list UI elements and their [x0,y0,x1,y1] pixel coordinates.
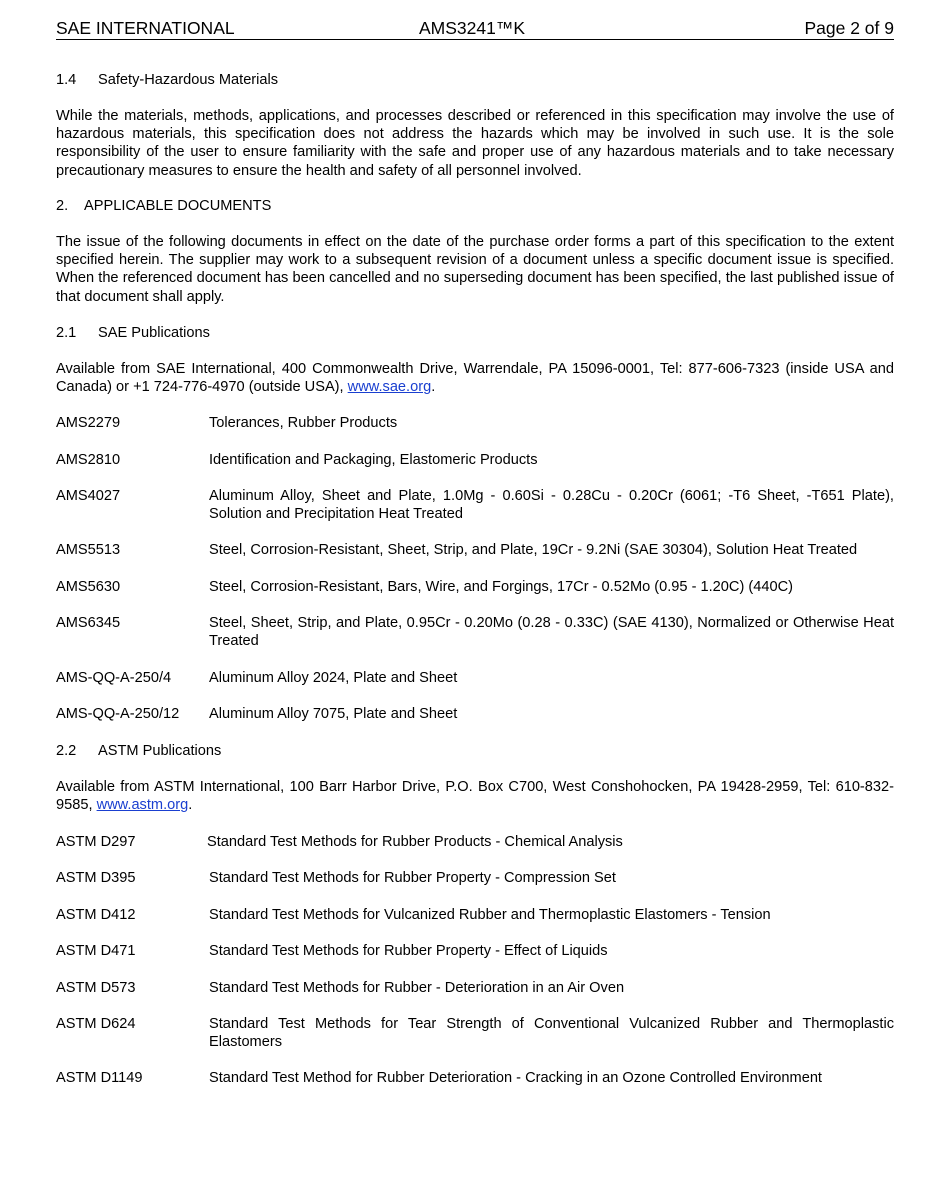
reference-title: Tolerances, Rubber Products [209,415,398,431]
astm-website-link[interactable]: www.astm.org [96,797,189,814]
reference-code: ASTM D573 [56,980,136,996]
reference-title: Identification and Packaging, Elastomeric Products [209,452,538,468]
reference-title: Standard Test Methods for Rubber Products - Chemical Analysis [207,834,623,850]
paragraph-text [56,360,894,396]
reference-code: ASTM D412 [56,907,136,923]
sae-website-link[interactable]: www.sae.org [347,379,432,396]
reference-title: Steel, Corrosion-Resistant, Bars, Wire, and Forgings, 17Cr - 0.52Mo (0.95 - 1.20C) (440C) [209,579,793,595]
section-number: 2. [56,198,69,214]
reference-title: Standard Test Methods for Tear Strength of Conventional Vulcanized Rubber and Thermoplastic Elastomers [209,1016,894,1051]
reference-title: Aluminum Alloy 7075, Plate and Sheet [209,706,458,722]
reference-title: Aluminum Alloy 2024, Plate and Sheet [209,670,458,686]
reference-title: Aluminum Alloy, Sheet and Plate, 1.0Mg - 0.60Si - 0.28Cu - 0.20Cr (6061; -T6 Sheet, -T651 Plate), Solution and Precipitation Heat Treated [209,488,894,523]
section-title: ASTM Publications [98,743,222,759]
reference-code: ASTM D1149 [56,1070,143,1086]
section-2-heading [56,197,271,215]
section-1-4-heading [56,71,278,89]
reference-code: AMS4027 [56,488,121,504]
period: . [431,379,436,396]
reference-code: ASTM D395 [56,870,136,886]
availability-text: Available from ASTM International, 100 Barr Harbor Drive, P.O. Box C700, West Conshohocken, PA 19428-2959, Tel: 610-832-9585, [56,779,894,814]
section-title: APPLICABLE DOCUMENTS [84,198,272,214]
reference-code: AMS-QQ-A-250/4 [56,670,172,686]
header-doc-number: AMS3241™K [419,18,526,38]
reference-title: Standard Test Methods for Rubber - Deterioration in an Air Oven [209,980,625,996]
reference-title: Standard Test Methods for Rubber Property - Effect of Liquids [209,943,608,959]
section-2-2-heading [56,742,221,760]
reference-title: Standard Test Method for Rubber Deterioration - Cracking in an Ozone Controlled Environment [209,1070,822,1086]
header-page-number: Page 2 of 9 [804,18,894,38]
availability-text: Available from SAE International, 400 Commonwealth Drive, Warrendale, PA 15096-0001, Tel: 877-606-7323 (inside USA and Canada) or +1 724-776-4970 (outside USA), [56,361,894,396]
reference-title: Standard Test Methods for Vulcanized Rubber and Thermoplastic Elastomers - Tension [209,907,771,923]
reference-title: Standard Test Methods for Rubber Property - Compression Set [209,870,616,886]
section-number: 2.2 [56,743,77,759]
period: . [188,797,193,814]
reference-code: AMS-QQ-A-250/12 [56,706,180,722]
reference-code: AMS5513 [56,542,121,558]
reference-code: AMS5630 [56,579,121,595]
section-2-paragraph [56,233,894,306]
section-2-2-paragraph [56,778,894,814]
paragraph-text: While the materials, methods, applications, and processes described or referenced in this specification may involve the use of hazardous materials, this specification does not address the hazards which may be involved in such use. It is the sole responsibility of the user to ensure familiarity with the safe and proper use of any hazardous materials and to take necessary precautionary measures to ensure the health and safety of all personnel involved. [56,108,894,179]
section-2-1-heading [56,324,210,342]
section-number: 1.4 [56,72,77,88]
section-1-4-paragraph [56,107,894,180]
reference-code: AMS2810 [56,452,121,468]
section-number: 2.1 [56,325,77,341]
header-org: SAE INTERNATIONAL [56,18,235,38]
paragraph-text: The issue of the following documents in effect on the date of the purchase order forms a part of this specification to the extent specified herein. The supplier may work to a subsequent revision of a document unless a specific document issue is specified. When the referenced document has been cancelled and no superseding document has been specified, the last published issue of that document shall apply. [56,234,894,305]
reference-code: AMS2279 [56,415,121,431]
section-2-1-paragraph [56,360,894,396]
reference-code: ASTM D471 [56,943,136,959]
reference-code: AMS6345 [56,615,121,631]
section-title: SAE Publications [98,325,210,341]
reference-title: Steel, Sheet, Strip, and Plate, 0.95Cr - 0.20Mo (0.28 - 0.33C) (SAE 4130), Normalized or Otherwise Heat Treated [209,615,894,650]
section-title: Safety-Hazardous Materials [98,72,279,88]
running-header [56,17,894,40]
paragraph-text [56,778,894,814]
reference-title: Steel, Corrosion-Resistant, Sheet, Strip, and Plate, 19Cr - 9.2Ni (SAE 30304), Solution Heat Treated [209,542,858,558]
reference-code: ASTM D297 [56,834,136,850]
reference-code: ASTM D624 [56,1016,136,1032]
